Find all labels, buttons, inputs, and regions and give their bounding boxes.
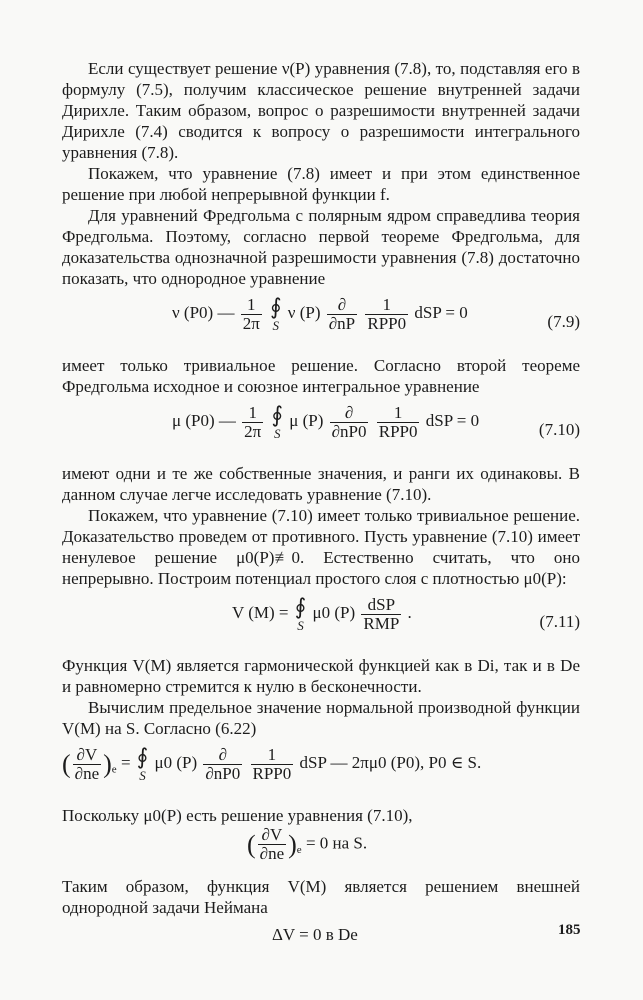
equation-number: (7.11) (539, 612, 580, 631)
equation-number: (7.10) (538, 420, 580, 439)
equation-laplace: ΔV = 0 в De (272, 925, 358, 944)
equation-number: (7.9) (547, 312, 580, 331)
paragraph-4: имеет только тривиальное решение. Согласно второй теореме Фредгольма исходное и союзное интегральное уравнение (62, 356, 580, 396)
equation-zero-derivative: ( $\frac{\partial V}{\partial ne}$ )$_e = 0$ на S. (247, 825, 368, 863)
equation-7-9: ν (P0) — $\frac{1}{2\pi}$ ∮ S ν (P) $\frac{\partial}{\partial nP}$ $\frac{1}{\text{RPP0}}$ dSP = 0 (7.9) (172, 294, 580, 333)
page-body (62, 58, 580, 954)
paragraph-7: Функция V(M) является гармонической функцией как в Di, так и в De и равномерно стремится к нулю в бесконечности. (62, 656, 580, 696)
paragraph-5: имеют одни и те же собственные значения, и ранги их одинаковы. В данном случае легче исследовать уравнение (7.10). (62, 464, 580, 504)
equation-7-10: μ (P0) — $\frac{1}{2\pi}$ ∮ S μ (P) $\frac{\partial}{\partial nP0}$ $\frac{1}{\text{RPP0}}$ dSP = 0 (7.10) (172, 402, 580, 441)
paragraph-8: Вычислим предельное значение нормальной производной функции V(M) на S. Согласно (6.22) (62, 698, 580, 738)
equation-normal-derivative: ( $\frac{\partial V}{\partial ne}$ )$_e$ = ∮ S μ0 (P) $\frac{\partial}{\partial nP0}$ $\frac{1}{\text{RPP0}}$ dSP — 2πμ0 (P0), P0 ∈ S. (62, 744, 482, 783)
paragraph-9: Поскольку μ0(P) есть решение уравнения (7.10), (62, 806, 413, 825)
paragraph-10: Таким образом, функция V(M) является решением внешней однородной задачи Неймана (62, 877, 580, 917)
paragraph-1: Если существует решение ν(P) уравнения (7.8), то, подставляя его в формулу (7.5), получим классическое решение внутренней задачи Дирихле. Таким образом, вопрос о разрешимости внутренней задачи Дирихле (7.4) сводится к вопросу о разрешимости интегрального уравнения (7.8). (62, 59, 580, 162)
equation-7-11: V (M) = ∮ S μ0 (P) $\frac{\text{dSP}}{\text{RMP}}$ . (7.11) (232, 594, 580, 633)
paragraph-2: Покажем, что уравнение (7.8) имеет и при этом единственное решение при любой непрерывной функции f. (62, 164, 580, 204)
paragraph-3: Для уравнений Фредгольма с полярным ядром справедлива теория Фредгольма. Поэтому, согласно первой теореме Фредгольма, для доказательства однозначной разрешимости уравнения (7.8) достаточно показать, что однородное уравнение (62, 206, 580, 288)
page-number: 185 (558, 922, 581, 938)
paragraph-6: Покажем, что уравнение (7.10) имеет только тривиальное решение. Доказательство проведем от противного. Пусть уравнение (7.10) имеет ненулевое решение μ0(P)≢0. Естественно считать, что оно непрерывно. Построим потенциал простого слоя с плотностью μ0(P): (62, 506, 580, 588)
